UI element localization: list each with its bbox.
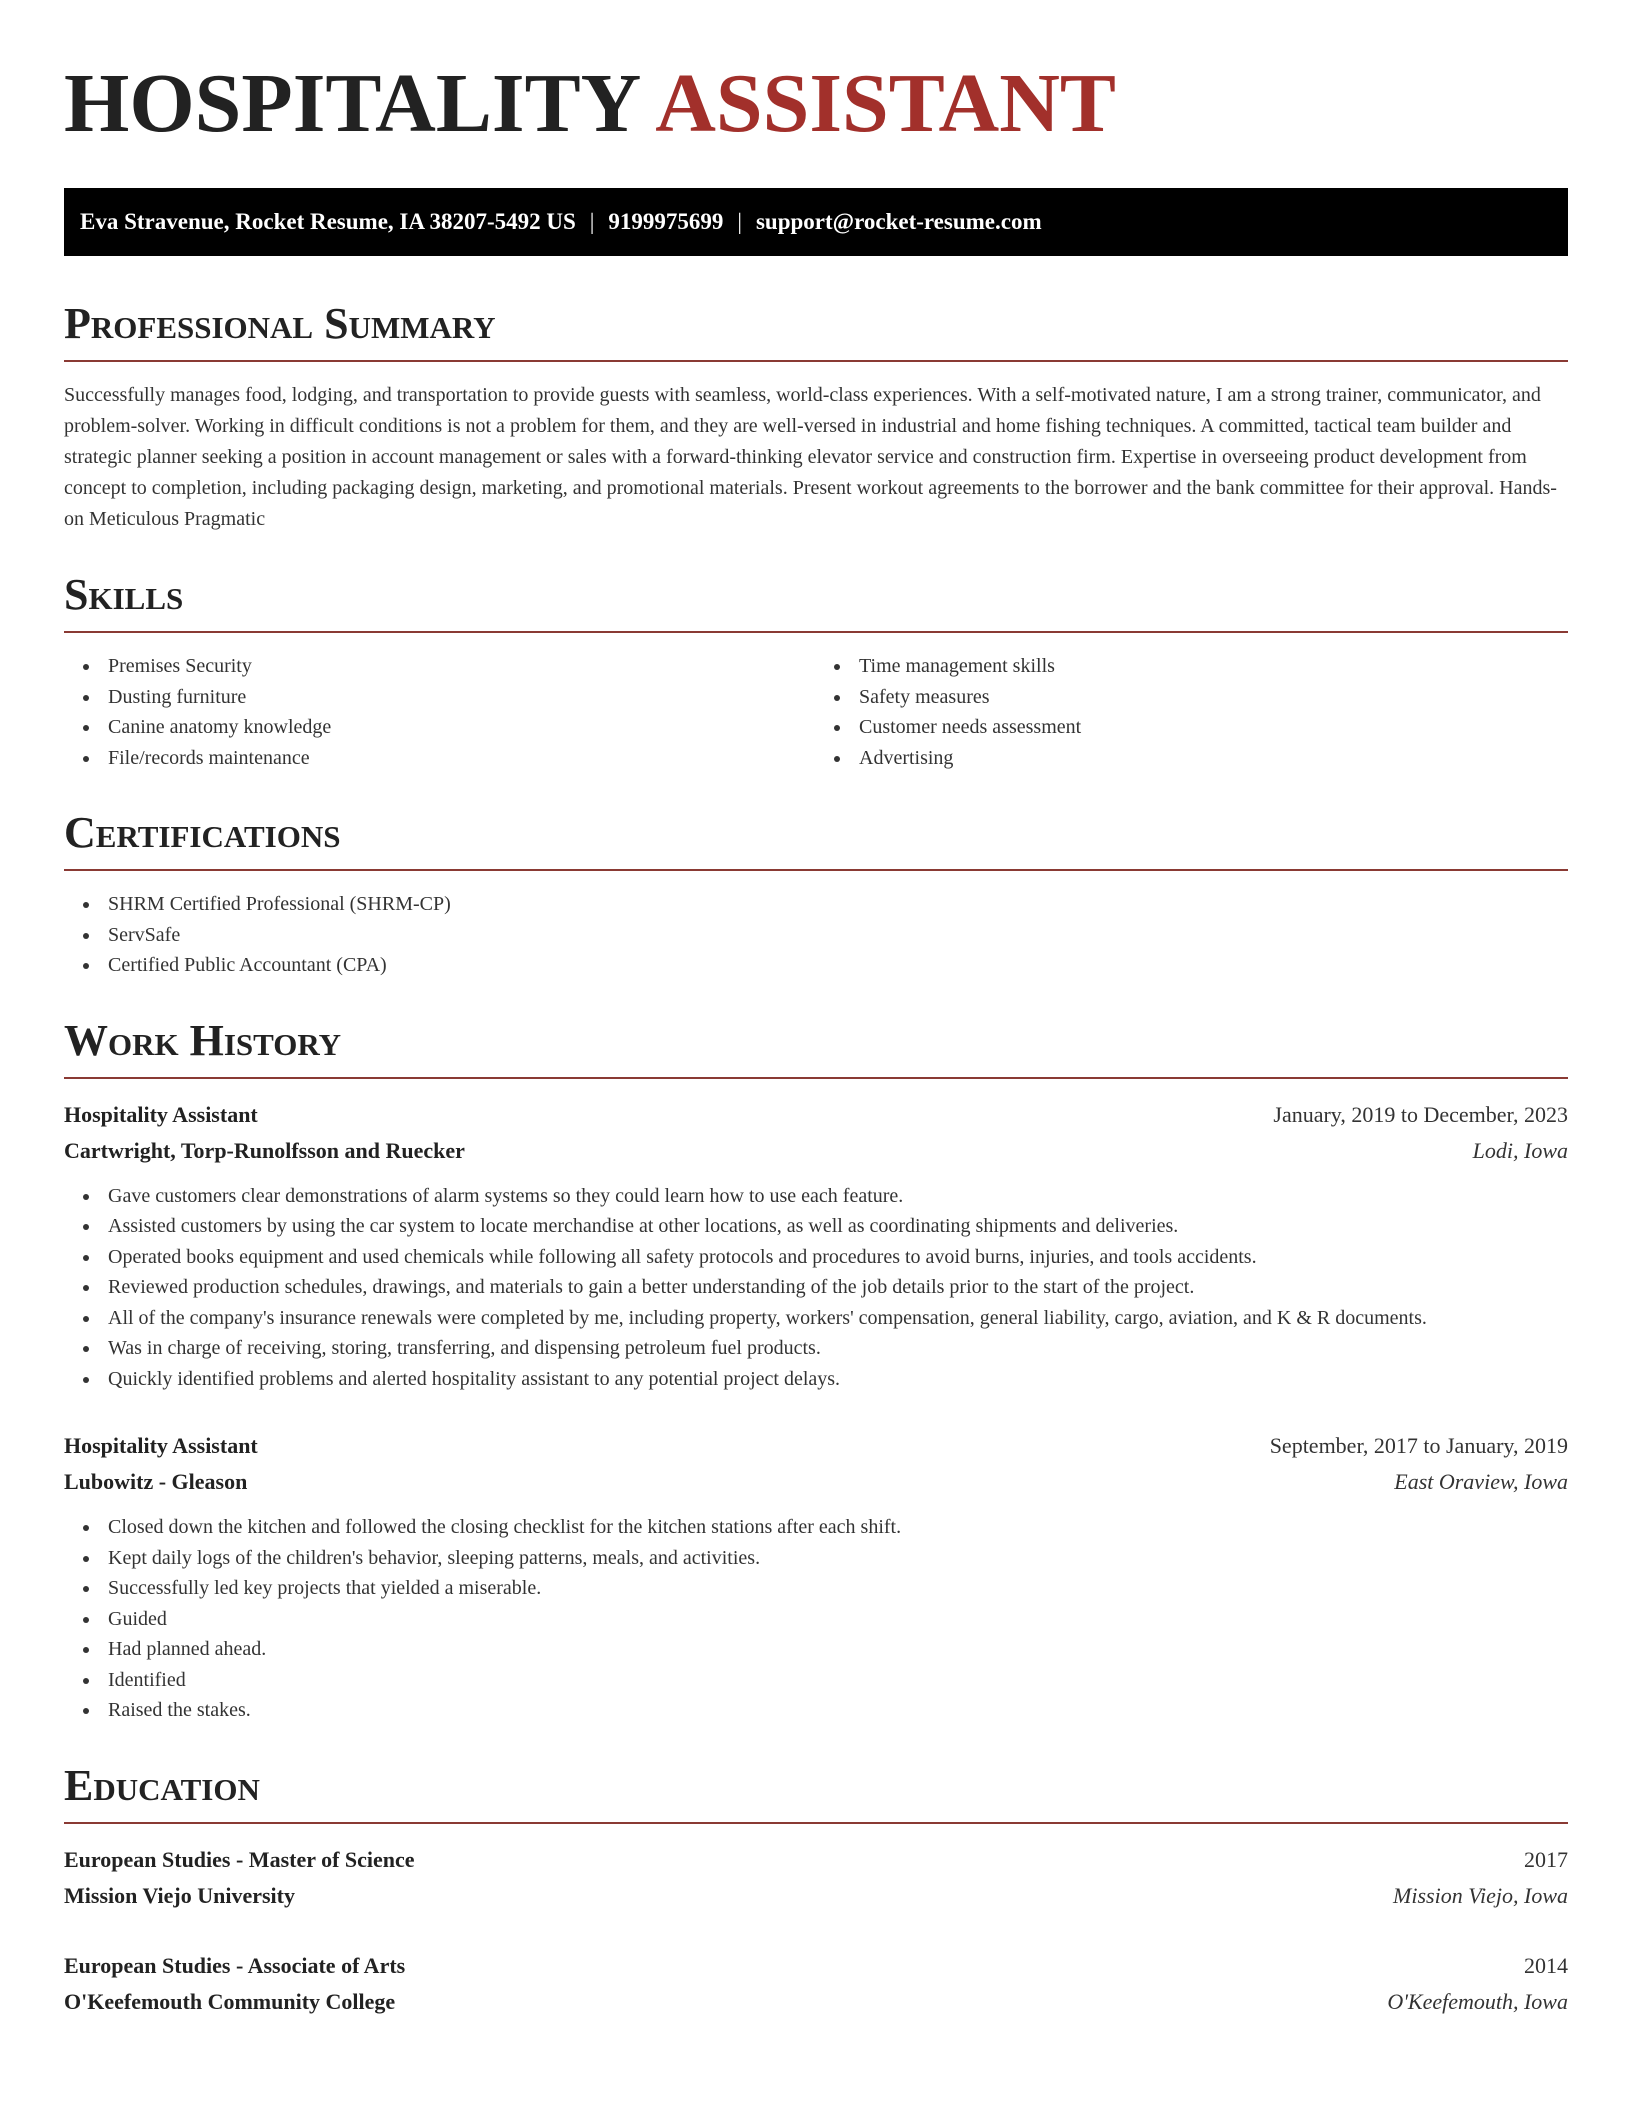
section-divider (64, 1822, 1568, 1824)
contact-separator: | (737, 209, 742, 234)
job-duty: Reviewed production schedules, drawings, and materials to gain a better understanding of the job details prior to the start of the project. (108, 1272, 1568, 1303)
summary-heading: Professional Summary (64, 299, 496, 348)
section-divider (64, 631, 1568, 633)
education-school-row (64, 1984, 1568, 2020)
job-dates: January, 2019 to December, 2023 (1273, 1101, 1568, 1127)
job-duty: All of the company's insurance renewals were completed by me, including property, workers' compensation, general liability, cargo, aviation, and K & R documents. (108, 1303, 1568, 1334)
job-duty: Closed down the kitchen and followed the closing checklist for the kitchen stations after each shift. (108, 1512, 1568, 1543)
certifications-list (64, 889, 1568, 981)
section-divider (64, 360, 1568, 362)
title-first-word: HOSPITALITY (64, 57, 642, 150)
certification-item: Certified Public Accountant (CPA) (108, 950, 1568, 981)
job-duty: Successfully led key projects that yielded a miserable. (108, 1573, 1568, 1604)
certifications-section (64, 809, 1568, 981)
summary-section (64, 300, 1568, 535)
skill-item: Safety measures (859, 682, 1568, 713)
education-degree: European Studies - Associate of Arts (64, 1952, 406, 1978)
skill-item: Advertising (859, 743, 1568, 774)
work-history-heading: Work History (64, 1015, 342, 1065)
skill-item: File/records maintenance (108, 743, 817, 774)
section-divider (64, 869, 1568, 871)
job-duties-list (64, 1512, 1568, 1726)
education-school: O'Keefemouth Community College (64, 1988, 396, 2014)
job-company: Cartwright, Torp-Runolfsson and Ruecker (64, 1137, 465, 1163)
education-section (64, 1762, 1568, 2020)
education-degree: European Studies - Master of Science (64, 1846, 415, 1872)
job-location: East Oraview, Iowa (1394, 1469, 1568, 1494)
education-year: 2017 (1524, 1846, 1568, 1872)
job-duty: Had planned ahead. (108, 1634, 1568, 1665)
job-duty: Guided (108, 1604, 1568, 1635)
job-duties-list (64, 1181, 1568, 1395)
work-history-section (64, 1017, 1568, 1726)
skill-item: Premises Security (108, 651, 817, 682)
job-duty: Assisted customers by using the car system to locate merchandise at other locations, as well as coordinating shipments and deliveries. (108, 1211, 1568, 1242)
skills-list-right (817, 651, 1568, 773)
skills-grid (64, 651, 1568, 773)
contact-bar (64, 188, 1568, 256)
education-degree-row (64, 1948, 1568, 1984)
job-entry (64, 1428, 1568, 1726)
job-entry (64, 1097, 1568, 1395)
job-dates: September, 2017 to January, 2019 (1269, 1433, 1568, 1458)
page-title (64, 56, 1568, 152)
job-duty: Raised the stakes. (108, 1695, 1568, 1726)
skill-item: Time management skills (859, 651, 1568, 682)
education-degree-row (64, 1842, 1568, 1878)
job-title: Hospitality Assistant (64, 1101, 258, 1127)
education-heading: Education (64, 1760, 260, 1810)
job-header-row (64, 1428, 1568, 1464)
job-header-row (64, 1097, 1568, 1133)
summary-text: Successfully manages food, lodging, and transportation to provide guests with seamless, world-class experiences. With a self-motivated nature, I am a strong trainer, communicator, and problem-solver. Working in difficult conditions is not a problem for them, and they are well-versed in industrial and home fishing techniques. A committed, tactical team builder and strategic planner seeking a position in account management or sales with a forward-thinking elevator service and construction firm. Expertise in overseeing product development from concept to completion, including packaging design, marketing, and promotional materials. Present workout agreements to the borrower and the bank committee for their approval. Hands-on Meticulous Pragmatic (64, 384, 1557, 530)
contact-phone: 9199975699 (608, 209, 724, 234)
job-duty: Quickly identified problems and alerted hospitality assistant to any potential project delays. (108, 1364, 1568, 1395)
section-divider (64, 1077, 1568, 1079)
education-year: 2014 (1524, 1952, 1568, 1978)
skills-list-left (64, 651, 817, 773)
contact-email: support@rocket-resume.com (755, 209, 1042, 234)
job-company-row (64, 1133, 1568, 1169)
job-location: Lodi, Iowa (1472, 1137, 1568, 1163)
skill-item: Customer needs assessment (859, 712, 1568, 743)
job-company-row (64, 1464, 1568, 1500)
skills-heading: Skills (64, 570, 184, 619)
job-duty: Operated books equipment and used chemicals while following all safety protocols and procedures to avoid burns, injuries, and tools accidents. (108, 1242, 1568, 1273)
education-location: Mission Viejo, Iowa (1393, 1882, 1568, 1908)
education-entry (64, 1842, 1568, 1914)
title-second-word: ASSISTANT (655, 57, 1116, 150)
certification-item: SHRM Certified Professional (SHRM-CP) (108, 889, 1568, 920)
skill-item: Dusting furniture (108, 682, 817, 713)
skills-section (64, 571, 1568, 773)
contact-separator: | (589, 209, 595, 234)
education-location: O'Keefemouth, Iowa (1387, 1988, 1568, 2014)
job-duty: Gave customers clear demonstrations of alarm systems so they could learn how to use each feature. (108, 1181, 1568, 1212)
job-company: Lubowitz - Gleason (64, 1469, 248, 1494)
job-duty: Kept daily logs of the children's behavior, sleeping patterns, meals, and activities. (108, 1543, 1568, 1574)
job-duty: Was in charge of receiving, storing, transferring, and dispensing petroleum fuel products. (108, 1333, 1568, 1364)
education-school-row (64, 1878, 1568, 1914)
job-duty: Identified (108, 1665, 1568, 1696)
skill-item: Canine anatomy knowledge (108, 712, 817, 743)
contact-address: Eva Stravenue, Rocket Resume, IA 38207-5492 US (80, 209, 576, 234)
education-entry (64, 1948, 1568, 2020)
job-title: Hospitality Assistant (64, 1433, 258, 1458)
certification-item: ServSafe (108, 920, 1568, 951)
certifications-heading: Certifications (64, 808, 341, 857)
education-school: Mission Viejo University (64, 1882, 295, 1908)
